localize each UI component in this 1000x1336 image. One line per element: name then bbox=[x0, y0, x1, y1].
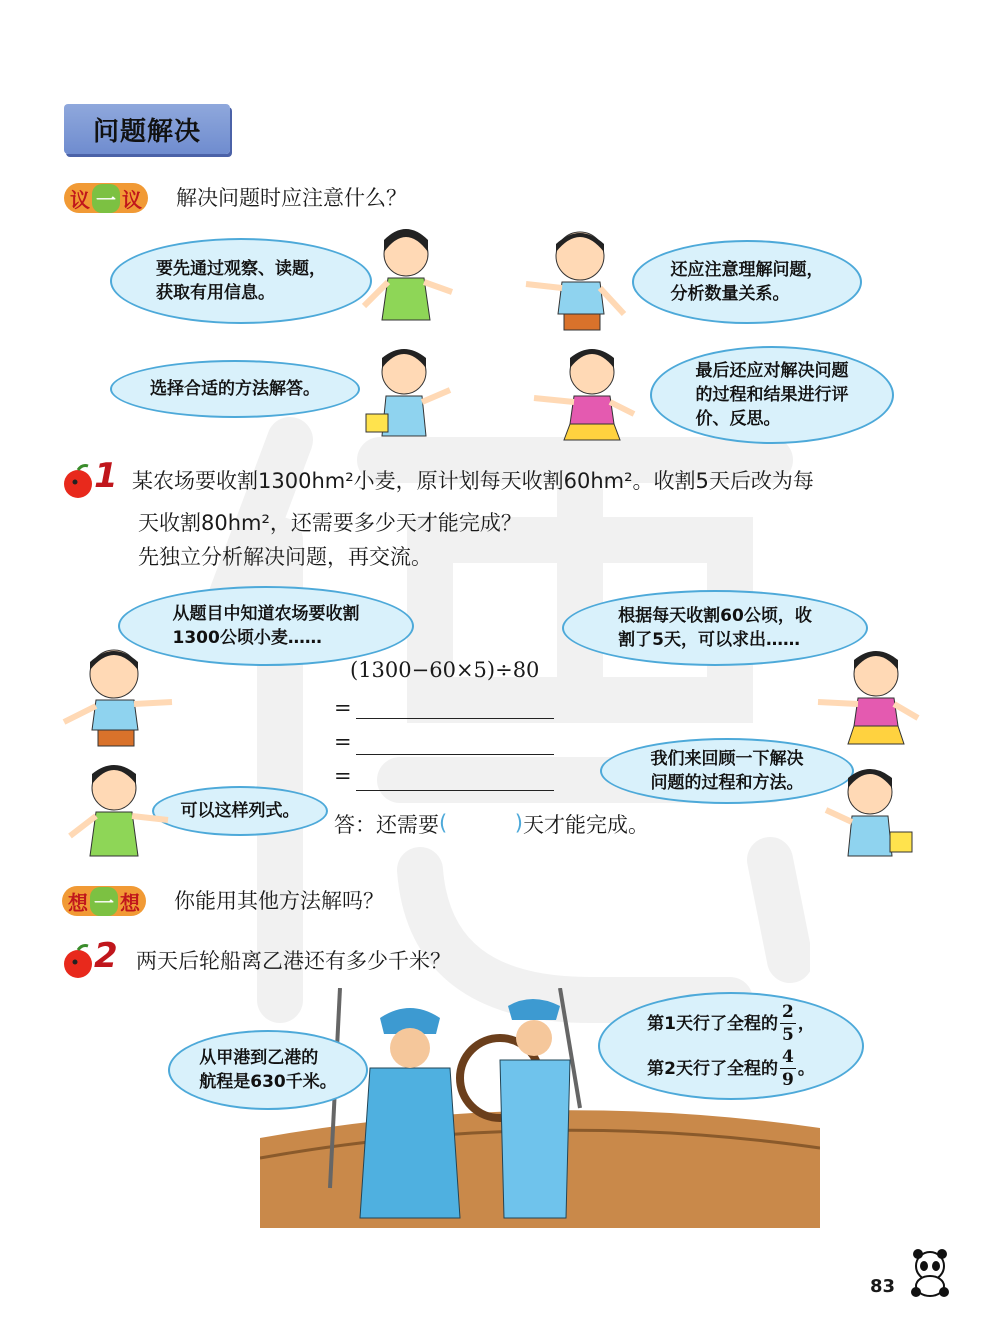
answer-blank-line[interactable] bbox=[356, 754, 554, 755]
equals-sign: = bbox=[334, 764, 352, 788]
bubble-line: 可以这样列式。 bbox=[180, 801, 300, 821]
bubble-line: 航程是630千米。 bbox=[199, 1072, 337, 1092]
girl-illustration bbox=[814, 640, 924, 750]
boy-illustration bbox=[520, 222, 630, 332]
bubble-line: 获取有用信息。 bbox=[156, 283, 275, 303]
think-badge bbox=[62, 886, 146, 916]
speech-bubble bbox=[168, 1030, 368, 1110]
problem-text: 某农场要收割1300hm²小麦，原计划每天收割60hm²。收割5天后改为每 bbox=[132, 469, 814, 493]
girl-illustration bbox=[530, 340, 640, 444]
page-number: 83 bbox=[870, 1276, 896, 1297]
speech-bubble bbox=[110, 360, 360, 418]
speech-bubble bbox=[110, 238, 372, 324]
section-title: 问题解决 bbox=[64, 104, 230, 154]
bubble-line: 1300公顷小麦…… bbox=[172, 628, 322, 648]
fraction bbox=[780, 1001, 796, 1046]
answer-suffix: 天才能完成。 bbox=[523, 813, 649, 837]
badge-char: 想 bbox=[68, 890, 88, 915]
speech-bubble bbox=[650, 346, 894, 444]
expression: (1300−60×5)÷80 bbox=[350, 658, 540, 682]
problem-instruction: 先独立分析解决问题，再交流。 bbox=[138, 545, 432, 569]
answer-blank-line[interactable] bbox=[356, 718, 554, 719]
equals-sign: = bbox=[334, 696, 352, 720]
problem-text: 天收割80hm²，还需要多少天才能完成？ bbox=[138, 511, 522, 535]
problem-number: 2 bbox=[94, 936, 118, 976]
discuss-question: 解决问题时应注意什么？ bbox=[176, 186, 407, 210]
speech-bubble bbox=[598, 992, 864, 1100]
punctuation: 。 bbox=[797, 1058, 815, 1079]
fraction-denominator: 5 bbox=[782, 1025, 794, 1045]
bubble-line: 的过程和结果进行评 bbox=[695, 385, 849, 405]
bubble-line: 要先通过观察、读题， bbox=[156, 259, 326, 279]
answer-blank-line[interactable] bbox=[356, 790, 554, 791]
problem-number: 1 bbox=[94, 456, 118, 496]
problem-text: 两天后轮船离乙港还有多少千米？ bbox=[136, 949, 451, 973]
bubble-line: 分析数量关系。 bbox=[670, 284, 790, 304]
bubble-line: 根据每天收割60公顷，收 bbox=[618, 606, 812, 626]
badge-char: 议 bbox=[122, 187, 142, 212]
panda-icon bbox=[904, 1248, 956, 1298]
girl-illustration bbox=[64, 756, 174, 860]
bubble-line: 最后还应对解决问题 bbox=[695, 361, 849, 381]
badge-char: 一 bbox=[92, 184, 120, 213]
fraction bbox=[780, 1046, 796, 1091]
boy-illustration bbox=[60, 640, 176, 750]
answer-prefix: 答：还需要 bbox=[334, 813, 439, 837]
speech-bubble bbox=[152, 786, 328, 836]
answer-sentence bbox=[334, 810, 649, 840]
boy-illustration bbox=[822, 760, 926, 864]
badge-char: 想 bbox=[120, 890, 140, 915]
think-question: 你能用其他方法解吗？ bbox=[174, 889, 384, 913]
fraction-numerator: 4 bbox=[782, 1047, 794, 1067]
bubble-line: 第1天行了全程的 bbox=[647, 1013, 778, 1034]
fraction-numerator: 2 bbox=[782, 1002, 794, 1022]
girl-illustration bbox=[354, 222, 458, 322]
watermark-graphic bbox=[170, 400, 810, 1040]
bubble-line: 选择合适的方法解答。 bbox=[150, 379, 320, 399]
badge-char: 一 bbox=[90, 887, 118, 916]
bubble-line: 割了5天，可以求出…… bbox=[618, 630, 800, 650]
speech-bubble bbox=[632, 240, 862, 324]
bubble-line: 我们来回顾一下解决 bbox=[650, 749, 804, 769]
badge-char: 议 bbox=[70, 187, 90, 212]
equals-sign: = bbox=[334, 730, 352, 754]
bubble-line: 第2天行了全程的 bbox=[647, 1058, 778, 1079]
bubble-line: 问题的过程和方法。 bbox=[650, 773, 804, 793]
punctuation: ， bbox=[797, 1013, 815, 1034]
bubble-line: 还应注意理解问题， bbox=[670, 260, 824, 280]
discuss-badge bbox=[64, 183, 148, 213]
boy-illustration bbox=[356, 340, 456, 444]
bubble-line: 价、反思。 bbox=[695, 409, 781, 429]
bubble-line: 从甲港到乙港的 bbox=[199, 1048, 319, 1068]
bubble-line: 从题目中知道农场要收割 bbox=[172, 604, 360, 624]
fraction-denominator: 9 bbox=[782, 1070, 794, 1090]
answer-blank[interactable]: ( ) bbox=[439, 811, 523, 835]
